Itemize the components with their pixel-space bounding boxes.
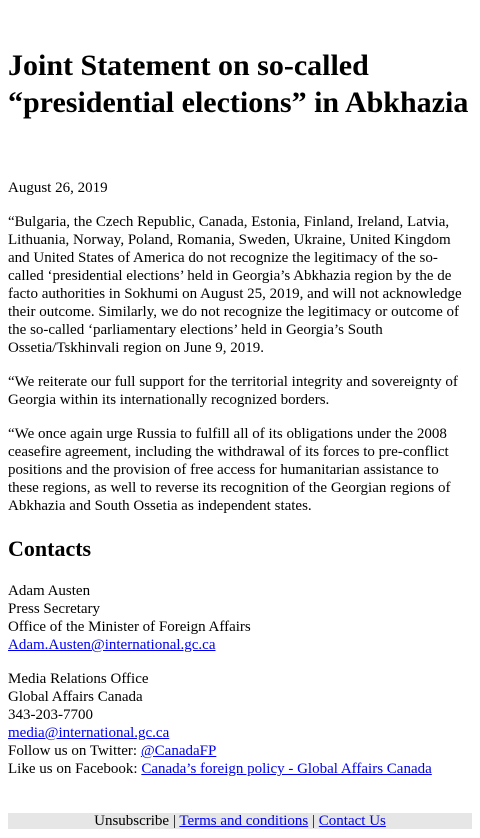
contact-email-link[interactable]: Adam.Austen@international.gc.ca — [8, 637, 216, 653]
footer-separator: | — [169, 813, 180, 829]
footer-separator: | — [308, 813, 319, 829]
contact-role: Press Secretary — [8, 601, 101, 617]
media-contact — [8, 670, 432, 778]
facebook-line — [8, 760, 432, 778]
media-phone: 343-203-7700 — [8, 707, 93, 723]
media-email-link[interactable]: media@international.gc.ca — [8, 725, 170, 741]
footer-bar — [8, 813, 472, 829]
publish-date: August 26, 2019 — [8, 180, 108, 196]
contacts-heading: Contacts — [8, 536, 92, 561]
facebook-link[interactable]: Canada’s foreign policy - Global Affairs Canada — [141, 761, 432, 777]
twitter-link[interactable]: @CanadaFP — [140, 743, 217, 759]
contact-office: Office of the Minister of Foreign Affairs — [8, 619, 251, 635]
contact-name: Adam Austen — [8, 583, 91, 599]
press-contact — [8, 582, 251, 654]
media-org: Global Affairs Canada — [8, 689, 143, 705]
unsubscribe-text: Unsubscribe — [94, 813, 170, 829]
facebook-label: Like us on Facebook: — [8, 761, 142, 777]
statement-paragraph-3: “We once again urge Russia to fulfill all of its obligations under the 2008 ceasefire agreement, including the withdrawal of its forces to pre-conflict positions and the provision of free access for humanitarian assistance to these regions, as well to reverse its recognition of the Georgian regions of Abkhazia and South Ossetia as independent states. — [8, 426, 451, 514]
page-title: Joint Statement on so-called “presidential elections” in Abkhazia — [8, 49, 469, 119]
twitter-line — [8, 742, 432, 760]
media-office: Media Relations Office — [8, 671, 149, 687]
terms-link[interactable]: Terms and conditions — [179, 813, 309, 829]
contact-us-link[interactable]: Contact Us — [318, 813, 386, 829]
twitter-label: Follow us on Twitter: — [8, 743, 141, 759]
statement-paragraph-2: “We reiterate our full support for the territorial integrity and sovereignty of Georgia within its internationally recognized borders. — [8, 374, 458, 408]
statement-paragraph-1: “Bulgaria, the Czech Republic, Canada, Estonia, Finland, Ireland, Latvia, Lithuania, Norway, Poland, Romania, Sweden, Ukraine, United Kingdom and United States of America do not recognize the legitimacy of the so-called ‘presidential elections’ held in Georgia’s Abkhazia region by the de facto authorities in Sokhumi on August 25, 2019, and will not acknowledge their outcome. Similarly, we do not recognize the legitimacy or outcome of the so-called ‘parliamentary elections’ held in Georgia’s South Ossetia/Tskhinvali region on June 9, 2019. — [8, 214, 462, 356]
